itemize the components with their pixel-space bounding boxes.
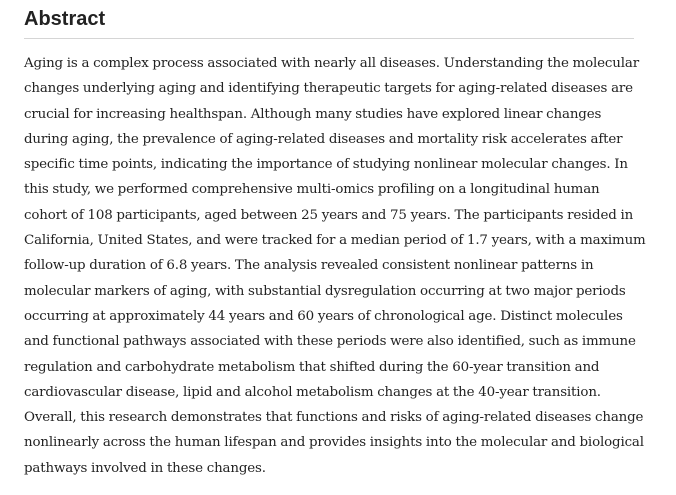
abstract-line: California, United States, and were tracked for a median period of 1.7 years, with a maximum <box>24 233 646 249</box>
abstract-line: crucial for increasing healthspan. Although many studies have explored linear changes <box>24 106 602 122</box>
abstract-heading: Abstract <box>24 6 634 39</box>
abstract-line: Overall, this research demonstrates that functions and risks of aging-related diseases change <box>24 410 644 426</box>
abstract-line: nonlinearly across the human lifespan and provides insights into the molecular and biological <box>24 435 644 451</box>
abstract-line: regulation and carbohydrate metabolism that shifted during the 60-year transition and <box>24 359 600 375</box>
abstract-line: pathways involved in these changes. <box>24 460 266 476</box>
abstract-line: Aging is a complex process associated with nearly all diseases. Understanding the molecular <box>24 56 639 71</box>
abstract-text <box>24 51 646 481</box>
abstract-line: this study, we performed comprehensive multi-omics profiling on a longitudinal human <box>24 182 600 198</box>
abstract-line: occurring at approximately 44 years and 60 years of chronological age. Distinct molecules <box>24 308 623 324</box>
abstract-line: and functional pathways associated with these periods were also identified, such as immune <box>24 334 636 350</box>
abstract-line: during aging, the prevalence of aging-related diseases and mortality risk accelerates after <box>24 131 623 147</box>
abstract-section <box>24 6 646 481</box>
abstract-line: specific time points, indicating the importance of studying nonlinear molecular changes. In <box>24 157 628 173</box>
abstract-line: cardiovascular disease, lipid and alcohol metabolism changes at the 40-year transition. <box>24 384 601 400</box>
abstract-line: cohort of 108 participants, aged between 25 years and 75 years. The participants resided in <box>24 207 634 223</box>
abstract-line: follow-up duration of 6.8 years. The analysis revealed consistent nonlinear patterns in <box>24 258 594 274</box>
abstract-line: changes underlying aging and identifying therapeutic targets for aging-related diseases are <box>24 81 633 97</box>
abstract-line: molecular markers of aging, with substantial dysregulation occurring at two major periods <box>24 283 626 299</box>
